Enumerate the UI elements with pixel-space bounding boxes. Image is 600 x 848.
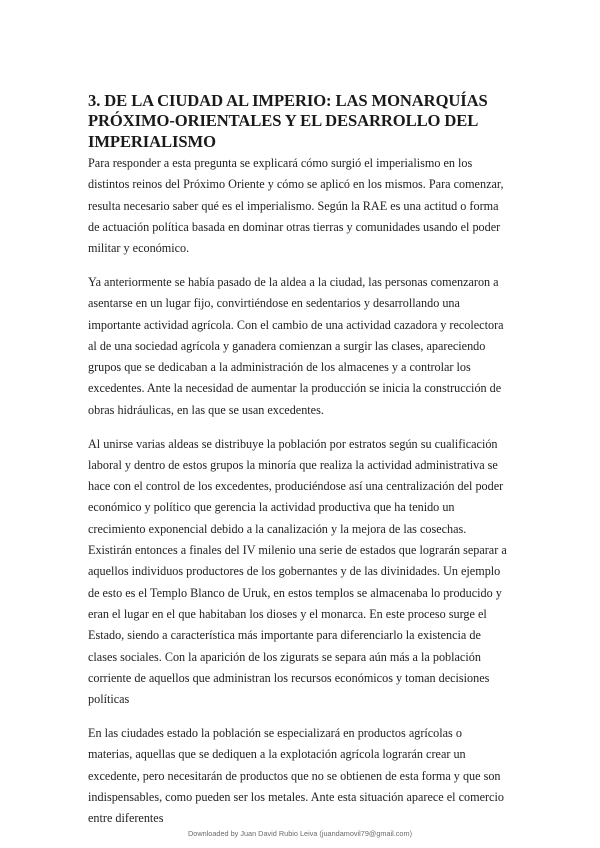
paragraph-3: Al unirse varias aldeas se distribuye la población por estratos según su cualificación laboral y dentro de estos grupos la minoría que realiza la actividad administrativa se hace con el control de los excedentes, produciéndose así una centralización del poder económico y político que gerencia la actividad productiva que ha tenido un crecimiento exponencial debido a la canalización y la mejora de las cosechas. Existirán entonces a finales del IV milenio una serie de estados que lograrán separar a aquellos individuos productores de los gobernantes y de las divinidades. Un ejemplo de esto es el Templo Blanco de Uruk, en estos templos se almacenaba lo producido y eran el lugar en el que habitaban los dioses y el monarca. En este proceso surge el Estado, siendo a característica más importante para diferenciarlo la existencia de clases sociales. Con la aparición de los zigurats se separa aún más a la población corriente de aquellos que administran los recursos económicos y toman decisiones políticas	[88, 436, 507, 707]
paragraph-1: Para responder a esta pregunta se explicará cómo surgió el imperialismo en los distintos reinos del Próximo Oriente y cómo se aplicó en los mismos. Para comenzar, resulta necesario saber qué es el imperialismo. Según la RAE es una actitud o forma de actuación política basada en dominar otras tierras y comunidades usando el poder militar y económico.	[88, 156, 504, 256]
page-title: 3. DE LA CIUDAD AL IMPERIO: LAS MONARQUÍAS PRÓXIMO-ORIENTALES Y EL DESARROLLO DEL IMPERIALISMO	[88, 91, 488, 151]
paragraph-4: En las ciudades estado la población se especializará en productos agrícolas o materias, aquellas que se dediquen a la explotación agrícola lograrán crear un excedente, pero necesitarán de productos que no se obtienen de esta forma y que son indispensables, como pueden ser los metales. Ante esta situación aparece el comercio entre diferentes	[88, 725, 504, 826]
paragraph-2: Ya anteriormente se había pasado de la aldea a la ciudad, las personas comenzaron a asentarse en un lugar fijo, convirtiéndose en sedentarios y desarrollando una importante actividad agrícola. Con el cambio de una actividad cazadora y recolectora al de una sociedad agrícola y ganadera comienzan a surgir las clases, apareciendo grupos que se dedicaban a la administración de los almacenes y a controlar los excedentes. Ante la necesidad de aumentar la producción se inicia la construcción de obras hidráulicas, en las que se usan excedentes.	[88, 274, 504, 417]
document-body	[88, 153, 508, 842]
download-footer: Downloaded by Juan David Rubio Leiva (juandamovil79@gmail.com)	[188, 829, 412, 838]
